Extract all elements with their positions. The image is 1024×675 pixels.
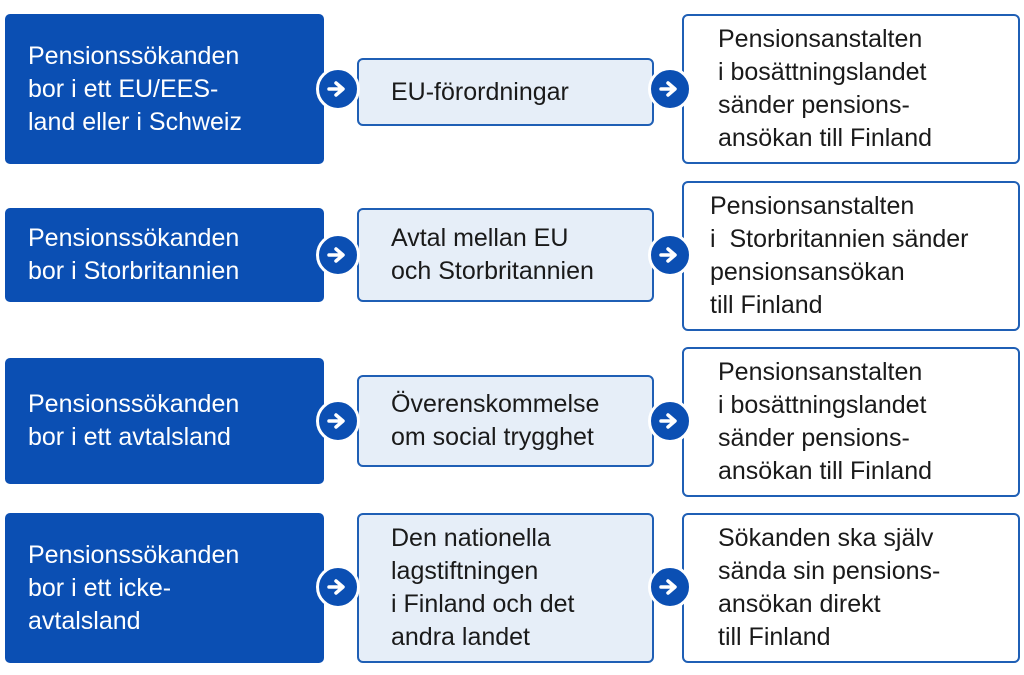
rule-line: och Storbritannien (391, 257, 594, 285)
row-1-rule-box (357, 58, 654, 126)
rule-line: andra landet (391, 623, 531, 651)
row-4-rule-box (357, 513, 654, 663)
rule-line: EU-förordningar (391, 77, 569, 106)
outcome-line: till Finland (718, 623, 831, 651)
outcome-line: Pensionsanstalten (718, 25, 923, 53)
row-4-outcome-box (682, 513, 1020, 663)
rule-line: Den nationella (391, 524, 551, 552)
arrow-right-icon (316, 67, 360, 111)
outcome-line: ansökan till Finland (718, 457, 933, 485)
outcome-line: i bosättningslandet (718, 58, 927, 86)
source-line: bor i ett EU/EES- (28, 74, 219, 103)
row-3-rule-box (357, 375, 654, 467)
outcome-line: ansökan till Finland (718, 124, 933, 152)
outcome-line: Sökanden ska själv (718, 524, 934, 552)
source-line: Pensionssökanden (28, 390, 240, 418)
outcome-line: ansökan direkt (718, 590, 881, 618)
rule-line: Överenskommelse (391, 390, 600, 418)
row-3-outcome-box (682, 347, 1020, 497)
source-line: land eller i Schweiz (28, 107, 242, 136)
rule-line: i Finland och det (391, 590, 575, 618)
row-3-source-box (5, 358, 324, 484)
arrow-right-icon (648, 399, 692, 443)
source-line: bor i Storbritannien (28, 257, 240, 285)
row-2-outcome-box (682, 181, 1020, 331)
outcome-line: i Storbritannien sänder (710, 225, 969, 253)
source-line: bor i ett avtalsland (28, 423, 231, 451)
arrow-right-icon (316, 399, 360, 443)
arrow-right-icon (648, 565, 692, 609)
source-line: Pensionssökanden (28, 224, 240, 252)
rule-line: lagstiftningen (391, 557, 539, 585)
source-line: avtalsland (28, 606, 141, 635)
outcome-line: i bosättningslandet (718, 391, 927, 419)
rule-line: Avtal mellan EU (391, 224, 569, 252)
outcome-line: pensionsansökan (710, 258, 905, 286)
source-line: Pensionssökanden (28, 540, 240, 569)
source-line: Pensionssökanden (28, 41, 240, 70)
source-line: bor i ett icke- (28, 573, 172, 602)
outcome-line: sända sin pensions- (718, 557, 941, 585)
row-1-outcome-box (682, 14, 1020, 164)
arrow-right-icon (316, 565, 360, 609)
arrow-right-icon (648, 67, 692, 111)
row-2-source-box (5, 208, 324, 302)
arrow-right-icon (316, 233, 360, 277)
outcome-line: sänder pensions- (718, 424, 910, 452)
outcome-line: till Finland (710, 291, 823, 319)
outcome-line: Pensionsanstalten (718, 358, 923, 386)
row-4-source-box (5, 513, 324, 663)
row-2-rule-box (357, 208, 654, 302)
outcome-line: Pensionsanstalten (710, 192, 915, 220)
row-1-source-box (5, 14, 324, 164)
rule-line: om social trygghet (391, 423, 594, 451)
outcome-line: sänder pensions- (718, 91, 910, 119)
arrow-right-icon (648, 233, 692, 277)
